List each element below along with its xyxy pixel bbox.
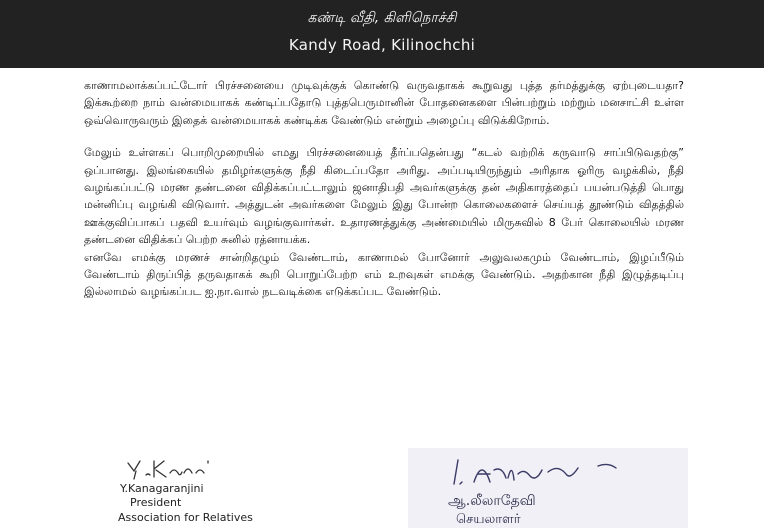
paragraph-1: காணாமலாக்கப்பட்டோர் பிரச்சனையை முடிவுக்குக் கொண்டு வருவதாகக் கூறுவது புத்த தர்மத்துக்கு ஏற்புடையதா? இக்கூற்றை நாம் வன்மையாகக் கண்டிப்பதோடு புத்தபெருமானின் போதனைகளை பின்பற்றும் மற்றும் மனசாட்சி உள்ள ஒவ்வொருவரும் இதைக் வன்மையாகக் கண்டிக்க வேண்டும் என்றும் அழைப்பு விடுக்கிறோம்.	[84, 79, 684, 127]
signatory-organization: Association for Relatives	[118, 511, 253, 524]
signature-block-secretary	[408, 448, 688, 528]
letter-body	[84, 77, 684, 301]
tamil-address: கண்டி வீதி, கிளிநொச்சி	[307, 10, 457, 26]
signatory-name: Y.Kanagaranjini	[120, 482, 204, 495]
paragraph-2: மேலும் உள்ளகப் பொறிமுறையில் எமது பிரச்சனையைத் தீர்ப்பதென்பது “கடல் வற்றிக் கருவாடு சாப்பிடுவதற்கு” ஒப்பானது. இலங்கையில் தமிழர்களுக்கு நீதி கிடைப்பதோ அரிது. அப்படியிருந்தும் அரிதாக ஓரிரு வழக்கில், நீதி வழங்கப்பட்டு மரண தண்டனை விதிக்கப்பட்டாலும் ஜனாதிபதி அவர்களுக்கு தன் அதிகாரத்தைப் பயன்படுத்தி பொது மன்னிப்பு வழங்கி விடுவார். அத்துடன் அவர்களை மேலும் இது போன்ற கொலைகளைச் செய்யத் தூண்டும் விதத்தில் ஊக்குவிப்பாகப் பதவி உயர்வும் வழங்குவார்கள். உதாரணத்துக்கு அண்மையில் மிருசுவில் 8 பேர் கொலையில் மரண தண்டனை விதிக்கப் பெற்ற சுனில் ரத்னாயக்க.	[84, 146, 684, 247]
secretary-title: செயலாளர்	[456, 512, 521, 527]
signatory-title: President	[130, 496, 182, 509]
paragraph-3: எனவே எமக்கு மரணச் சான்றிதழும் வேண்டாம், காணாமல் போனோர் அலுவலகமும் வேண்டாம், இழப்பீடும் வேண்டாம் திருப்பித் தருவதாகக் கூறி பொறுப்பேற்ற எம் உறவுகள் எமக்கு வேண்டும். அதற்கான நீதி இழுத்தடிப்பு இல்லாமல் வழங்கப்பட ஐ.நா.வால் நடவடிக்கை எடுக்கப்பட வேண்டும்.	[84, 250, 684, 299]
english-address: Kandy Road, Kilinochchi	[288, 36, 476, 54]
handwritten-signature-left	[124, 455, 214, 481]
secretary-name: ஆ.லீலாதேவி	[448, 493, 536, 509]
signature-block-president	[100, 455, 260, 528]
letterhead-banner	[0, 0, 764, 68]
handwritten-signature-right	[448, 454, 648, 490]
